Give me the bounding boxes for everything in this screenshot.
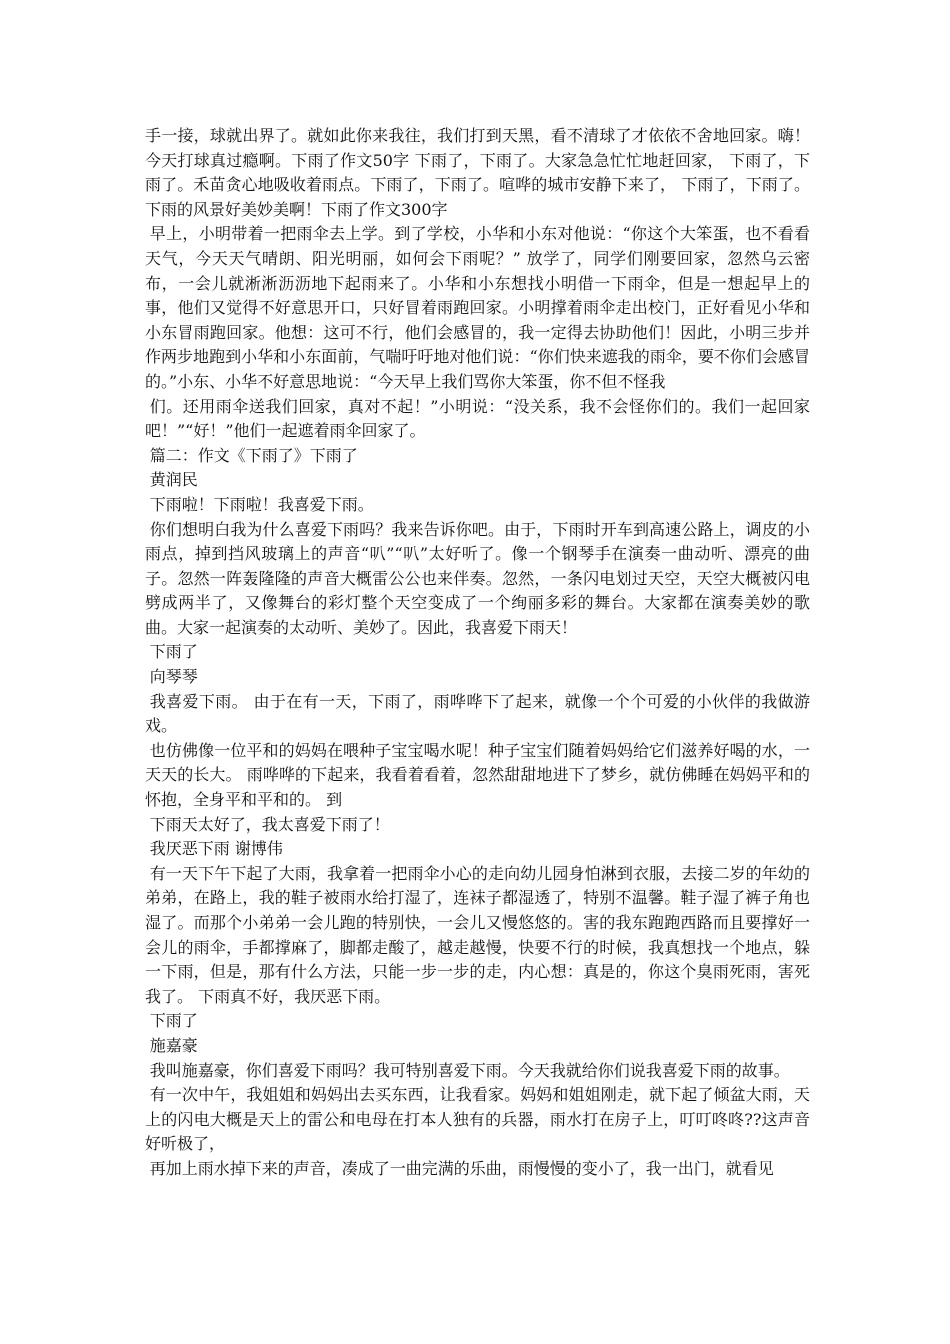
paragraph-2: 早上，小明带着一把雨伞去上学。到了学校，小华和小东对他说：“你这个大笨蛋，也不看看天气，今天天气晴朗、阳光明丽，如何会下雨呢？” 放学了，同学们刚要回家，忽然乌云密布，一会儿就淅淅沥沥地下起雨来了。小华和小东想找小明借一下雨伞，但是一想起早上的事，他们又觉得不好意思开口，只好冒着雨跑回家。小明撑着雨伞走出校门，正好看见小华和小东冒雨跑回家。他想：这可不行，他们会感冒的，我一定得去协助他们！因此，小明三步并作两步地跑到小华和小东面前，气喘吁吁地对他们说：“你们快来遮我的雨伞，要不你们会感冒的。”小东、小华不好意思地说：“今天早上我们骂你大笨蛋，你不但不怪我 bbox=[145, 224, 810, 391]
author-name: 施嘉豪 bbox=[149, 1035, 198, 1055]
paragraph-4: 下雨啦！下雨啦！我喜爱下雨。 bbox=[149, 494, 374, 514]
document-body bbox=[145, 124, 810, 1182]
section-heading: 篇二：作文《下雨了》下雨了 bbox=[149, 445, 358, 465]
essay-title-author: 我厌恶下雨 谢博伟 bbox=[149, 839, 283, 859]
author-name: 黄润民 bbox=[149, 470, 198, 490]
paragraph-12: 再加上雨水掉下来的声音，凑成了一曲完满的乐曲，雨慢慢的变小了，我一出门，就看见 bbox=[149, 1158, 774, 1178]
paragraph-10: 我叫施嘉豪，你们喜爱下雨吗？我可特别喜爱下雨。今天我就给你们说我喜爱下雨的故事。 bbox=[149, 1060, 790, 1080]
paragraph-6: 我喜爱下雨。 由于在有一天，下雨了，雨哗哗下了起来，就像一个个可爱的小伙伴的我做游戏。 bbox=[145, 691, 810, 736]
paragraph-8: 下雨天太好了，我太喜爱下雨了！ bbox=[149, 814, 390, 834]
paragraph-1: 手一接，球就出界了。就如此你来我往，我们打到天黑，看不清球了才依依不舍地回家。嗨！今天打球真过瘾啊。下雨了作文50字 下雨了，下雨了。大家急急忙忙地赶回家， 下雨了，下雨了。禾苗贪心地吸收着雨点。下雨了，下雨了。喧哗的城市安静下来了， 下雨了，下雨了。下雨的风景好美妙美啊！下雨了作文300字 bbox=[145, 126, 810, 219]
essay-title: 下雨了 bbox=[149, 1011, 198, 1031]
author-name: 向琴琴 bbox=[149, 667, 198, 687]
paragraph-3: 们。还用雨伞送我们回家，真对不起！”小明说：“没关系，我不会怪你们的。我们一起回家吧！”“好！”他们一起遮着雨伞回家了。 bbox=[145, 396, 810, 441]
paragraph-9: 有一天下午下起了大雨，我拿着一把雨伞小心的走向幼儿园身怕淋到衣服，去接二岁的年幼的弟弟，在路上，我的鞋子被雨水给打湿了，连袜子都湿透了，特别不温馨。鞋子湿了裤子角也湿了。而那个小弟弟一会儿跑的特别快，一会儿又慢悠悠的。害的我东跑跑西路而且要撑好一会儿的雨伞，手都撑麻了，脚都走酸了，越走越慢，快要不行的时候，我真想找一个地点，躲一下雨，但是，那有什么方法，只能一步一步的走，内心想：真是的，你这个臭雨死雨，害死我了。 下雨真不好，我厌恶下雨。 bbox=[145, 863, 810, 1006]
essay-title: 下雨了 bbox=[149, 642, 198, 662]
paragraph-7: 也仿佛像一位平和的妈妈在喂种子宝宝喝水呢！种子宝宝们随着妈妈给它们滋养好喝的水，一天天的长大。 雨哗哗的下起来，我看着看着，忽然甜甜地进下了梦乡，就仿佛睡在妈妈平和的怀抱，全身平和平和的。 到 bbox=[145, 740, 810, 810]
paragraph-11: 有一次中午，我姐姐和妈妈出去买东西，让我看家。妈妈和姐姐刚走，就下起了倾盆大雨，天上的闪电大概是天上的雷公和电母在打本人独有的兵器，雨水打在房子上，叮叮咚咚??这声音好听极了， bbox=[145, 1085, 810, 1154]
paragraph-5: 你们想明白我为什么喜爱下雨吗？我来告诉你吧。由于，下雨时开车到高速公路上，调皮的小雨点，掉到挡风玻璃上的声音“叭”“叭”太好听了。像一个钢琴手在演奏一曲动听、漂亮的曲子。忽然一阵轰隆隆的声音大概雷公公也来伴奏。忽然，一条闪电划过天空，天空大概被闪电劈成两半了，又像舞台的彩灯整个天空变成了一个绚丽多彩的舞台。大家都在演奏美妙的歌曲。大家一起演奏的太动听、美妙了。因此，我喜爱下雨天！ bbox=[145, 519, 810, 637]
